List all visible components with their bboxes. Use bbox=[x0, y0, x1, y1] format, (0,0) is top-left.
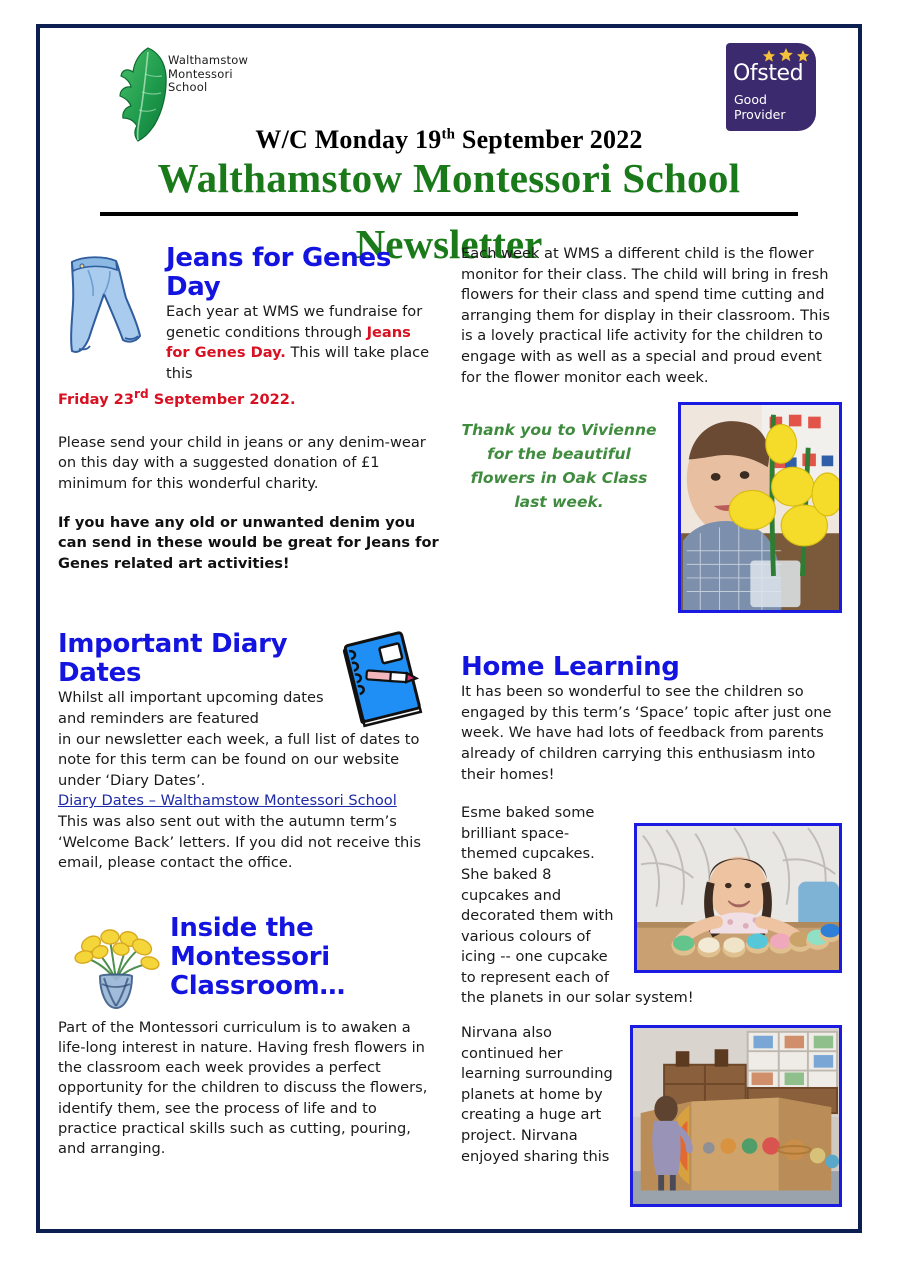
nirvana-block bbox=[461, 1023, 842, 1207]
photo-nirvana-art-project bbox=[630, 1025, 842, 1207]
diary-paragraph-1-rest: in our newsletter each week, a full list of dates to note for this term can be found on our website under ‘Diary Dates’. bbox=[58, 730, 420, 789]
newsletter-page-border bbox=[36, 24, 862, 1233]
title-divider bbox=[100, 212, 798, 216]
diary-paragraph-2: This was also sent out with the autumn term’s ‘Welcome Back’ letters. If you did not receive this email, please contact the office. bbox=[58, 812, 421, 872]
jeans-date-highlight bbox=[58, 384, 439, 410]
diary-heading: Important Diary Dates bbox=[58, 629, 288, 689]
masthead bbox=[50, 32, 848, 267]
flower-monitor-paragraph: Each week at WMS a different child is the flower monitor for their class. The child will bring in fresh flowers for their class and spend time cutting and arranging them for display in their classroom. This is a lovely practical life activity for the children to engage with as well as a special and proud event for the flower monitor each week. bbox=[461, 245, 830, 386]
diary-dates-link-text[interactable]: Diary Dates – Walthamstow Montessori School bbox=[58, 792, 397, 810]
page-subtitle: Newsletter bbox=[355, 221, 543, 267]
section-inside-the-classroom bbox=[58, 914, 439, 1018]
classroom-heading: Inside the Montessori Classroom… bbox=[170, 912, 346, 1001]
jeans-p1-b: This will take place this bbox=[166, 344, 430, 382]
jeans-date-pre: Friday 23 bbox=[58, 391, 134, 409]
jeans-heading: Jeans for Genes Day bbox=[166, 243, 392, 302]
school-logo-line3: School bbox=[168, 80, 208, 94]
ofsted-wordmark: Ofsted bbox=[733, 61, 804, 86]
ofsted-rating-line2: Provider bbox=[734, 107, 786, 122]
school-logo-line1: Walthamstow bbox=[168, 53, 249, 67]
section-jeans-for-genes bbox=[58, 244, 439, 411]
jeans-p1-highlight: Jeans for Genes Day. bbox=[166, 323, 411, 362]
right-column bbox=[461, 244, 842, 1207]
ofsted-rating-line1: Good bbox=[734, 92, 767, 107]
newsletter-columns bbox=[50, 244, 848, 1207]
jeans-icon bbox=[58, 250, 154, 360]
page-title: Walthamstow Montessori School bbox=[157, 155, 741, 201]
jeans-date-ordinal: rd bbox=[133, 387, 149, 402]
photo-vivienne-flowers bbox=[678, 402, 842, 613]
section-important-diary-dates bbox=[58, 630, 439, 729]
home-learning-paragraph-3: Nirvana also continued her learning surrounding planets at home by creating a huge art project. Nirvana enjoyed sharing this bbox=[461, 1024, 613, 1165]
left-column bbox=[58, 244, 439, 1207]
school-logo-line2: Montessori bbox=[168, 66, 233, 81]
issue-date bbox=[50, 125, 848, 155]
photo-esme-cupcakes bbox=[634, 823, 842, 973]
issue-date-prefix: W/C Monday 19 bbox=[255, 125, 442, 154]
ofsted-rating bbox=[734, 92, 785, 122]
classroom-paragraph-1: Part of the Montessori curriculum is to awaken a life-long interest in nature. Having fresh flowers in the classroom each week provides a perfect opportunity for the children to discuss the flowers, identify them, see the process of life and to practice practical skills such as cutting, pouring, and arranging. bbox=[58, 1018, 428, 1157]
diary-paragraph-1-top: Whilst all important upcoming dates and reminders are featured bbox=[58, 689, 324, 727]
thank-you-note: Thank you to Vivienne for the beautiful flowers in Oak Class last week. bbox=[461, 421, 657, 512]
home-learning-heading: Home Learning bbox=[461, 652, 680, 683]
jeans-paragraph-1 bbox=[166, 302, 439, 384]
ofsted-good-provider-badge bbox=[726, 43, 816, 131]
school-logo-wordmark bbox=[168, 54, 248, 95]
jeans-p1-a: Each year at WMS we fundraise for genetic conditions through bbox=[166, 303, 423, 341]
jeans-date-post: September 2022. bbox=[148, 391, 296, 409]
home-learning-paragraph-1: It has been so wonderful to see the children so engaged by this term’s ‘Space’ topic after just one week. We have had lots of feedback from parents already of children carrying this enthusiasm into their homes! bbox=[461, 683, 832, 783]
issue-date-suffix: September 2022 bbox=[455, 125, 643, 154]
home-learning-paragraph-2: Esme baked some brilliant space-themed cupcakes. She baked 8 cupcakes and decorated them with various colours of icing -- one cupcake to represent each of the planets in our solar system! bbox=[461, 804, 694, 1007]
newsletter-page bbox=[40, 28, 858, 1229]
jeans-paragraph-3: If you have any old or unwanted denim you can send in these would be great for Jeans for Genes related art activities! bbox=[58, 513, 439, 572]
issue-date-ordinal: th bbox=[441, 126, 456, 143]
esme-block bbox=[461, 803, 842, 1009]
diary-dates-link[interactable] bbox=[58, 791, 439, 812]
flower-monitor-block bbox=[461, 388, 842, 619]
flower-vase-icon bbox=[66, 918, 166, 1012]
notebook-pencil-icon bbox=[333, 630, 433, 730]
jeans-paragraph-2: Please send your child in jeans or any denim-wear on this day with a suggested donation of £1 minimum for this wonderful charity. bbox=[58, 433, 426, 493]
